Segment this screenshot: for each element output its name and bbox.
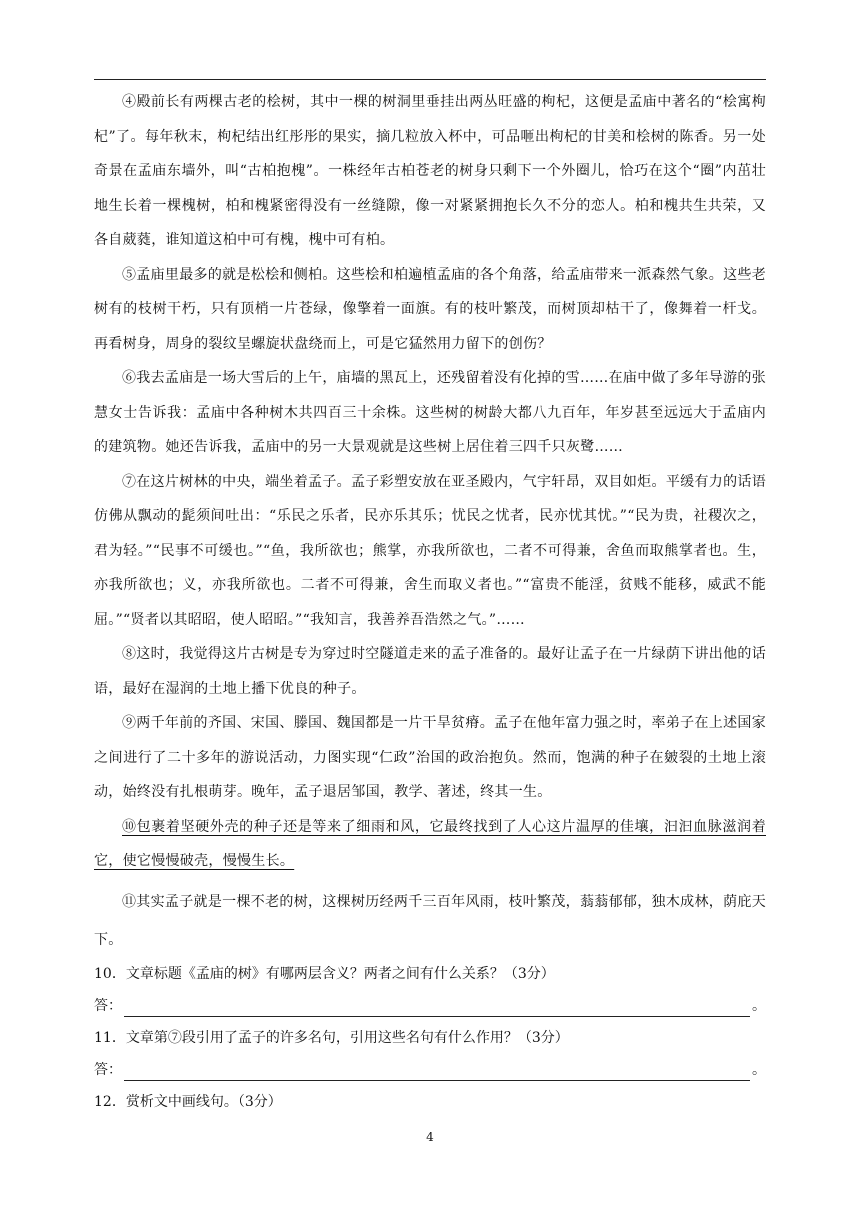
paragraph-9: ⑨两千年前的齐国、宋国、滕国、魏国都是一片干旱贫瘠。孟子在他年富力强之时，率弟子在上述国家之间进行了二十多年的游说活动，力图实现“仁政”治国的政治抱负。然而，饱满的种子在皴裂的土地上滚动，始终没有扎根萌芽。晚年，孟子退居邹国，教学、著述，终其一生。 xyxy=(94,715,766,800)
page-number: 4 xyxy=(426,1130,434,1144)
paragraph-10 xyxy=(94,810,766,879)
question-10: 10．文章标题《孟庙的树》有哪两层含义？两者之间有什么关系？（3分） xyxy=(94,965,555,982)
paragraph-8: ⑧这时，我觉得这片古树是专为穿过时空隧道走来的孟子准备的。最好让孟子在一片绿荫下讲出他的话语，最好在湿润的土地上播下优良的种子。 xyxy=(94,646,766,697)
answer-prefix: 答： xyxy=(94,997,122,1014)
question-12: 12．赏析文中画线句。（3分） xyxy=(94,1093,282,1110)
question-11: 11．文章第⑦段引用了孟子的许多名句，引用这些名句有什么作用？（3分） xyxy=(94,1029,569,1046)
answer-blank-11[interactable] xyxy=(124,1060,750,1081)
paragraph-4: ④殿前长有两棵古老的桧树，其中一棵的树洞里垂挂出两丛旺盛的枸杞，这便是孟庙中著名的“桧寓枸杞”了。每年秋末，枸杞结出红彤彤的果实，摘几粒放入杯中，可品咂出枸杞的甘美和桧树的陈香。另一处奇景在孟庙东墙外，叫“古柏抱槐”。一株经年古柏苍老的树身只剩下一个外圈儿，恰巧在这个“圈”内茁壮地生长着一棵槐树，柏和槐紧密得没有一丝缝隙，像一对紧紧拥抱长久不分的恋人。柏和槐共生共荣，又各自葳蕤，谁知道这柏中可有槐，槐中可有柏。 xyxy=(94,94,766,248)
answer-row-10 xyxy=(94,989,766,1023)
paragraph-11: ⑪其实孟子就是一棵不老的树，这棵树历经两千三百年风雨，枝叶繁茂，蓊蓊郁郁，独木成林，荫庇天下。 xyxy=(94,893,766,948)
underlined-sentence: ⑩包裹着坚硬外壳的种子还是等来了细雨和风，它最终找到了人心这片温厚的佳壤，汩汩血脉滋润着它，使它慢慢破壳，慢慢生长。 xyxy=(94,818,766,869)
answer-suffix: 。 xyxy=(752,1061,766,1078)
paragraph-6: ⑥我去孟庙是一场大雪后的上午，庙墙的黑瓦上，还残留着没有化掉的雪……在庙中做了多年导游的张慧女士告诉我：孟庙中各种树木共四百三十余株。这些树的树龄大都八九百年，年岁甚至远远大于孟庙内的建筑物。她还告诉我，孟庙中的另一大景观就是这些树上居住着三四千只灰鹭…… xyxy=(94,370,766,455)
paragraph-7: ⑦在这片树林的中央，端坐着孟子。孟子彩塑安放在亚圣殿内，气宇轩昂，双目如炬。平缓有力的话语仿佛从飘动的髭须间吐出：“乐民之乐者，民亦乐其乐；忧民之忧者，民亦忧其忧。”“民为贵，社稷次之，君为轻。”“民事不可缓也。”“鱼，我所欲也；熊掌，亦我所欲也，二者不可得兼，舍鱼而取熊掌者也。生，亦我所欲也；义，亦我所欲也。二者不可得兼，舍生而取义者也。”“富贵不能淫，贫贱不能移，威武不能屈。”“贤者以其昭昭，使人昭昭。”“我知言，我善养吾浩然之气。”…… xyxy=(94,473,766,628)
paragraph-5: ⑤孟庙里最多的就是松桧和侧柏。这些桧和柏遍植孟庙的各个角落，给孟庙带来一派森然气象。这些老树有的枝树干朽，只有顶梢一片苍绿，像擎着一面旗。有的枝叶繁茂，而树顶却枯干了，像舞着一杆戈。再看树身，周身的裂纹呈螺旋状盘绕而上，可是它猛然用力留下的创伤？ xyxy=(94,266,766,352)
header-rule xyxy=(94,79,766,80)
answer-row-11 xyxy=(94,1053,766,1087)
document-body xyxy=(94,85,766,1117)
answer-blank-10[interactable] xyxy=(124,996,750,1017)
answer-suffix: 。 xyxy=(752,997,766,1014)
answer-prefix: 答： xyxy=(94,1061,122,1078)
